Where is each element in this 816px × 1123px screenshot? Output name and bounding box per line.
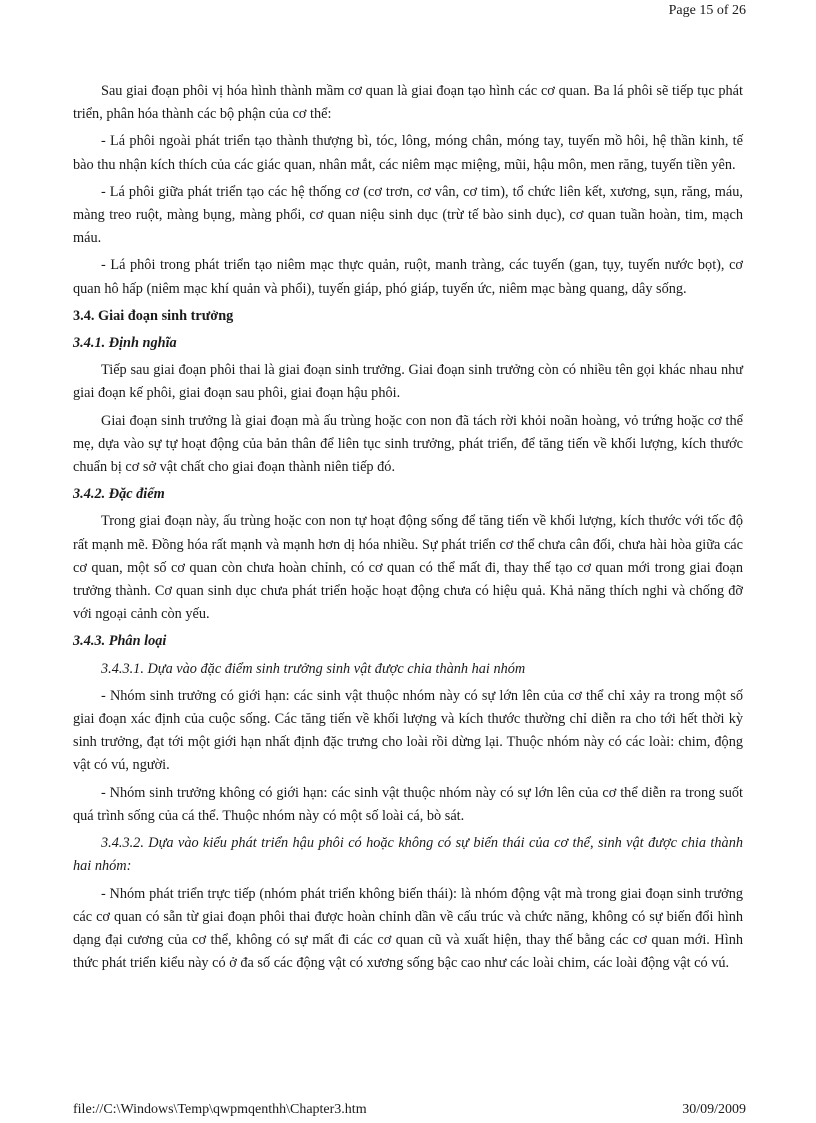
sub-subsection-heading: 3.4.3.1. Dựa vào đặc điểm sinh trưởng sinh vật được chia thành hai nhóm <box>101 660 526 677</box>
paragraph: Tiếp sau giai đoạn phôi thai là giai đoạn sinh trưởng. Giai đoạn sinh trưởng còn có nhiều tên gọi khác nhau như giai đoạn kế phôi, giai đoạn sau phôi, giai đoạn hậu phôi. <box>73 362 743 402</box>
paragraph: - Lá phôi ngoài phát triển tạo thành thượng bì, tóc, lông, móng chân, móng tay, tuyến mồ hôi, hệ thần kinh, tế bào thu nhận kích thích của các giác quan, nhân mắt, các niêm mạc miệng, mũi, hậu môn, men răng, tuyến tiền yên. <box>73 133 743 173</box>
paragraph: Sau giai đoạn phôi vị hóa hình thành mầm cơ quan là giai đoạn tạo hình các cơ quan. Ba lá phôi sẽ tiếp tục phát triển, phân hóa thành các bộ phận của cơ thể: <box>73 83 743 123</box>
page-number: Page 15 of 26 <box>668 3 746 18</box>
paragraph: - Lá phôi giữa phát triển tạo các hệ thống cơ (cơ trơn, cơ vân, cơ tim), tổ chức liên kết, xương, sụn, răng, máu, màng treo ruột, màng bụng, màng phổi, cơ quan niệu sinh dục (trừ tế bào sinh dục), cơ quan tuần hoàn, tim, mạch máu. <box>73 183 743 247</box>
paragraph: - Nhóm phát triển trực tiếp (nhóm phát triển không biến thái): là nhóm động vật mà trong giai đoạn sinh trưởng các cơ quan có sẵn từ giai đoạn phôi thai được hoàn chỉnh dần về cấu trúc và chức năng, không có sự biến đổi hình dạng đại cương của cơ thể, không có sự mất đi các cơ quan cũ và xuất hiện, thay thế bằng các cơ quan mới. Hình thức phát triển kiểu này có ở đa số các động vật có xương sống bậc cao như các loài chim, các loài động vật có vú. <box>73 885 743 972</box>
subsection-heading: 3.4.3. Phân loại <box>73 633 167 650</box>
footer-date: 30/09/2009 <box>682 1102 746 1117</box>
sub-subsection-heading: 3.4.3.2. Dựa vào kiểu phát triển hậu phôi có hoặc không có sự biến thái của cơ thể, sinh vật được chia thành hai nhóm: <box>73 835 743 875</box>
footer-file-path: file://C:\Windows\Temp\qwpmqenthh\Chapter3.htm <box>73 1102 367 1117</box>
paragraph: - Lá phôi trong phát triển tạo niêm mạc thực quản, ruột, manh tràng, các tuyến (gan, tụy, tuyến nước bọt), cơ quan hô hấp (niêm mạc khí quản và phổi), tuyến giáp, phó giáp, tuyến ức, niêm mạc bàng quang, dây sống. <box>73 257 743 297</box>
document-body <box>73 80 743 979</box>
subsection-heading: 3.4.2. Đặc điểm <box>73 486 165 503</box>
paragraph: - Nhóm sinh trưởng có giới hạn: các sinh vật thuộc nhóm này có sự lớn lên của cơ thể chỉ xảy ra trong một số giai đoạn xác định của cuộc sống. Các tăng tiến về khối lượng và kích thước thường chỉ diễn ra cho tới hết thời kỳ sinh trưởng, đạt tới một giới hạn nhất định đặc trưng cho loài rồi dừng lại. Thuộc nhóm này có các loài: chim, động vật có vú, người. <box>73 687 743 774</box>
section-heading: 3.4. Giai đoạn sinh trưởng <box>73 307 234 324</box>
paragraph: Giai đoạn sinh trưởng là giai đoạn mà ấu trùng hoặc con non đã tách rời khỏi noãn hoàng, vỏ trứng hoặc cơ thể mẹ, dựa vào sự tự hoạt động của bản thân để liên tục sinh trưởng, phát triển, để tăng tiến về khối lượng, kích thước chuẩn bị cơ sở vật chất cho giai đoạn thành niên tiếp đó. <box>73 412 743 476</box>
paragraph: Trong giai đoạn này, ấu trùng hoặc con non tự hoạt động sống để tăng tiến về khối lượng, kích thước với tốc độ rất mạnh mẽ. Đồng hóa rất mạnh và mạnh hơn dị hóa nhiều. Sự phát triển cơ thể chưa cân đối, chưa hài hòa giữa các cơ quan, một số cơ quan còn chưa hoàn chỉnh, có cơ quan có thể mất đi, thay thế tạo cơ quan mới trong giai đoạn trưởng thành. Cơ quan sinh dục chưa phát triển hoặc hoạt động chưa có hiệu quả. Khả năng thích nghi và chống đỡ với ngoại cảnh còn yếu. <box>73 513 743 623</box>
paragraph: - Nhóm sinh trưởng không có giới hạn: các sinh vật thuộc nhóm này có sự lớn lên của cơ thể diễn ra trong suốt quá trình sống của cá thể. Thuộc nhóm này có một số loài cá, bò sát. <box>73 784 743 824</box>
subsection-heading: 3.4.1. Định nghĩa <box>73 335 177 352</box>
